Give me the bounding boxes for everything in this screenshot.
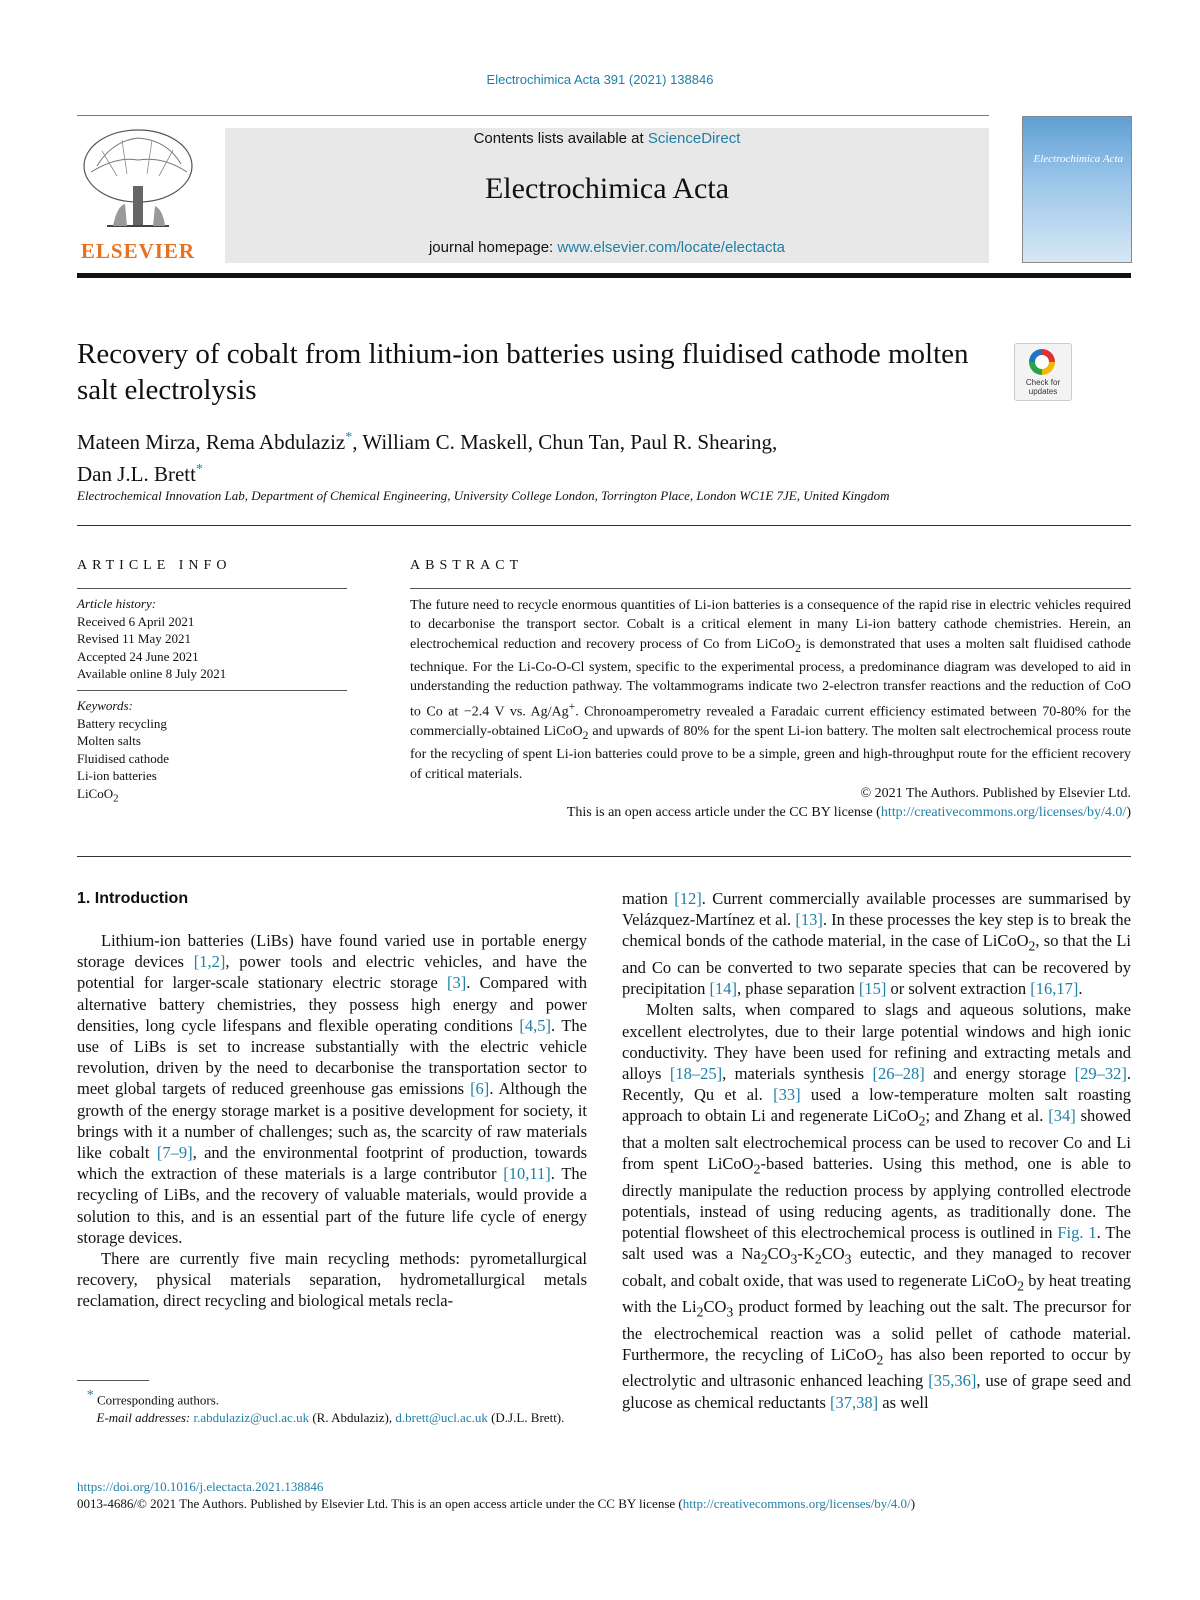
text-run: . Although the growth of the energy storage market is a positive development for society, it brings with it a number of challenges; such as, the scarcity of raw materials like cobalt bbox=[77, 1079, 587, 1163]
header-thick-rule bbox=[77, 273, 1131, 278]
journal-homepage-link[interactable]: www.elsevier.com/locate/electacta bbox=[557, 239, 786, 256]
email-link[interactable]: d.brett@ucl.ac.uk bbox=[395, 1409, 488, 1425]
subscript: 2 bbox=[814, 1251, 822, 1267]
citation-link[interactable]: [1,2] bbox=[193, 952, 226, 972]
paragraph: There are currently five main recycling methods: pyrometallurgical recovery, physical materials separation, hydrometallurgical metals reclamation, direct recycling and biological metals recla- bbox=[77, 1249, 587, 1311]
keyword: Fluidised cathode bbox=[77, 750, 170, 766]
citation-link[interactable]: [26–28] bbox=[872, 1063, 925, 1083]
journal-cover-image bbox=[1022, 116, 1132, 263]
journal-name: Electrochimica Acta bbox=[484, 172, 730, 205]
corresponding-mark: * bbox=[86, 1388, 94, 1403]
subscript: 2 bbox=[696, 1304, 704, 1320]
citation-link[interactable]: [14] bbox=[709, 979, 738, 999]
text-run: and energy storage bbox=[924, 1063, 1075, 1083]
text-run: CO bbox=[703, 1297, 727, 1317]
text-run: Lithium-ion batteries (LiBs) have found varied use in portable energy storage devices bbox=[77, 931, 587, 972]
subscript: 2 bbox=[760, 1251, 768, 1267]
revised-date: Revised 11 May 2021 bbox=[77, 631, 191, 646]
corresponding-mark[interactable]: * bbox=[345, 430, 353, 445]
citation-link[interactable]: [3] bbox=[447, 973, 467, 993]
subscript: 3 bbox=[790, 1251, 798, 1267]
citation-link[interactable]: [15] bbox=[858, 979, 887, 999]
text-run: ; and Zhang et al. bbox=[925, 1106, 1049, 1126]
paragraph bbox=[622, 888, 1131, 999]
text-run: , materials synthesis bbox=[722, 1063, 873, 1083]
text-run: , and the environmental footprint of production, towards which the extraction of these materials is a large contributor bbox=[77, 1143, 587, 1184]
text-run: . The salt used was a Na bbox=[622, 1222, 1131, 1264]
keyword bbox=[77, 785, 347, 808]
check-updates-icon bbox=[1029, 349, 1055, 375]
history-label: Article history: bbox=[77, 596, 157, 611]
text-run: or solvent extraction bbox=[886, 979, 1031, 999]
divider bbox=[77, 588, 347, 589]
text-run: . Current commercially available processes are summarised by Velázquez-Martínez et al. bbox=[622, 889, 1132, 930]
email-note: E-mail addresses: r.abdulaziz@ucl.ac.uk (R. Abdulaziz), d.brett@ucl.ac.uk (D.J.L. Brett). bbox=[96, 1409, 565, 1425]
contents-label: Contents lists available at bbox=[473, 130, 648, 147]
subscript: 3 bbox=[726, 1304, 734, 1320]
citation-link[interactable]: Fig. 1 bbox=[1057, 1222, 1097, 1242]
homepage-label: journal homepage: bbox=[428, 239, 558, 256]
text-run: . In these processes the key step is to break the chemical bonds of the cathode material, in the case of LiCoO bbox=[622, 910, 1131, 951]
subscript: 2 bbox=[113, 792, 119, 805]
text-run: used a low-temperature molten salt roasting approach to obtain Li and regenerate LiCoO bbox=[622, 1085, 1132, 1126]
accepted-date: Accepted 24 June 2021 bbox=[77, 648, 199, 664]
citation-link[interactable]: [34] bbox=[1048, 1106, 1076, 1126]
publisher-name: ELSEVIER bbox=[80, 239, 196, 263]
divider bbox=[77, 690, 347, 691]
divider bbox=[77, 525, 1131, 526]
text-run: , so that the Li and Co can be converted to two separate species that can be recovered by precipitation bbox=[622, 931, 1131, 999]
top-rule bbox=[77, 115, 989, 116]
text-run: Molten salts, when compared to slags and aqueous solutions, make excellent electrolytes, due to their large potential windows and high ionic conductivity. They have been used for refining and extracting metals and alloys bbox=[622, 1000, 1131, 1083]
text-run: CO bbox=[767, 1244, 791, 1264]
text-run: , phase separation bbox=[737, 979, 859, 999]
authors-part-b: , William C. Maskell, Chun Tan, Paul R. Shearing, bbox=[352, 430, 778, 454]
online-date: Available online 8 July 2021 bbox=[77, 666, 227, 681]
citation-link[interactable]: [13] bbox=[795, 910, 823, 930]
license-line: This is an open access article under the CC BY license (http://creativecommons.org/licenses/by/4.0/) bbox=[566, 805, 1131, 821]
citation-link[interactable]: [16,17] bbox=[1030, 979, 1079, 999]
keyword-text: LiCoO bbox=[77, 785, 114, 801]
contents-line bbox=[225, 130, 989, 147]
citation-link[interactable]: [10,11] bbox=[503, 1164, 551, 1184]
keyword: Battery recycling bbox=[77, 715, 167, 731]
keywords-block bbox=[77, 697, 347, 808]
license-link[interactable]: http://creativecommons.org/licenses/by/4.0/ bbox=[880, 805, 1127, 821]
text-run: . bbox=[1078, 979, 1083, 999]
divider bbox=[410, 588, 1131, 589]
subscript: 2 bbox=[876, 1352, 884, 1368]
tree-icon bbox=[77, 126, 199, 236]
authors-part-a: Mateen Mirza, Rema Abdulaziz bbox=[77, 430, 346, 454]
text-run: product formed by leaching out the salt. The precursor for the electrochemical reaction was a solid pellet of cathode material. Furthermore, the recycling of LiCoO bbox=[622, 1297, 1132, 1364]
sciencedirect-link[interactable]: ScienceDirect bbox=[647, 130, 741, 147]
text-run: showed that a molten salt electrochemical process can be used to recover Co and Li from spent LiCoO bbox=[622, 1106, 1131, 1174]
affiliation: Electrochemical Innovation Lab, Department of Chemical Engineering, University College London, Torrington Place, London WC1E 7JE, United Kingdom bbox=[77, 488, 890, 503]
citation-link[interactable]: [7–9] bbox=[156, 1143, 193, 1163]
keyword: Li-ion batteries bbox=[77, 768, 157, 783]
text-run: , use of grape seed and glucose as chemical reductants bbox=[622, 1371, 1131, 1412]
footer-license-line: 0013-4686/© 2021 The Authors. Published by Elsevier Ltd. This is an open access article under the CC BY license (http://creativecommons.org/licenses/by/4.0/) bbox=[77, 1496, 916, 1511]
section-heading-introduction: 1. Introduction bbox=[77, 890, 189, 907]
abstract-heading: ABSTRACT bbox=[410, 558, 524, 573]
citation-link[interactable]: [18–25] bbox=[669, 1063, 723, 1083]
text-run: by heat treating with the Li bbox=[622, 1270, 1131, 1317]
text-run: -K bbox=[797, 1244, 815, 1264]
footnote bbox=[77, 1387, 587, 1426]
citation-link[interactable]: [35,36] bbox=[928, 1371, 977, 1391]
corresponding-mark[interactable]: * bbox=[195, 462, 203, 477]
journal-banner bbox=[225, 128, 989, 263]
paragraph bbox=[77, 930, 587, 1248]
text-run: , power tools and electric vehicles, and have the potential for larger-scale stationary electric storage bbox=[77, 952, 587, 993]
footnote-rule bbox=[77, 1380, 149, 1381]
text-run: . The use of LiBs is set to increase substantially with the electric vehicle revolution, driven by the need to decarbonise the transportation sector to meet global targets of reduced greenhouse gas emissions bbox=[77, 1015, 587, 1099]
divider bbox=[77, 856, 1131, 857]
text-run: -based batteries. Using this method, one is able to directly manipulate the reduction process by applying controlled electrode potentials, instead of using reducing agents, as traditionally done. The potential flowsheet of this electrochemical process is outlined in bbox=[622, 1154, 1131, 1242]
article-info-heading: ARTICLE INFO bbox=[77, 558, 232, 573]
citation-link[interactable]: [4,5] bbox=[519, 1015, 551, 1035]
elsevier-logo bbox=[77, 126, 199, 264]
subscript: 3 bbox=[844, 1251, 852, 1267]
check-for-updates-button[interactable] bbox=[1014, 343, 1072, 401]
doi-link[interactable]: https://doi.org/10.1016/j.electacta.2021.138846 bbox=[77, 1479, 324, 1494]
abstract-body bbox=[410, 596, 1131, 823]
body-column-left bbox=[77, 930, 587, 1312]
article-history bbox=[77, 595, 347, 683]
license-link[interactable]: http://creativecommons.org/licenses/by/4.0/ bbox=[682, 1496, 911, 1511]
text-run: as well bbox=[878, 1392, 929, 1412]
citation-link[interactable]: [33] bbox=[773, 1085, 801, 1105]
abstract-text: The future need to recycle enormous quantities of Li-ion batteries is a consequence of the rapid rise in electric vehicles required to decarbonise the transport sector. Cobalt is a critical element in many Li-ion battery cathode chemistries. Herein, an electrochemical reduction and recovery process of Co from LiCoO$_2$ is demonstrated that uses a molten salt fluidised cathode technique. For the Li-Co-O-Cl system, specific to the experimental process, a predominance diagram was developed to aid in understanding the reduction pathway. The voltammograms indicate two 2-electron transfer reactions and the reduction of CoO to Co at −2.4 V vs. Ag/Ag+. Chronoamperometry revealed a Faradaic current efficiency estimated between 70-80% for the commercially-obtained LiCoO$_2$ and upwards of 80% for the spent Li-ion battery. The molten salt electrochemical process route for the recycling of spent Li-ion batteries could prove to be a simple, green and high-throughput route for the efficient recovery of critical materials. bbox=[410, 598, 1131, 782]
text-run: mation bbox=[622, 889, 675, 908]
subscript: 2 bbox=[753, 1161, 761, 1177]
author-list bbox=[77, 424, 977, 488]
paragraph bbox=[622, 999, 1131, 1412]
page-footer bbox=[77, 1478, 1131, 1512]
text-run: . Recently, Qu et al. bbox=[622, 1063, 1131, 1105]
citation-link[interactable]: [6] bbox=[470, 1079, 490, 1099]
subscript: 2 bbox=[918, 1113, 926, 1129]
journal-reference-link[interactable]: Electrochimica Acta 391 (2021) 138846 bbox=[486, 72, 714, 87]
text-run: . The recycling of LiBs, and the recovery of valuable materials, would provide a solution to this, and is an essential part of the future life cycle of energy storage devices. bbox=[77, 1164, 587, 1247]
cover-title: Electrochimica Acta bbox=[1033, 153, 1123, 165]
received-date: Received 6 April 2021 bbox=[77, 613, 195, 629]
copyright-line: © 2021 The Authors. Published by Elsevier Ltd. bbox=[860, 785, 1131, 801]
citation-link[interactable]: [12] bbox=[674, 889, 702, 908]
subscript: 2 bbox=[1028, 938, 1036, 954]
authors-part-c: Dan J.L. Brett bbox=[77, 462, 196, 486]
keyword: Molten salts bbox=[77, 733, 141, 748]
text-run: . Compared with alternative battery chemistries, they possess high energy and power densities, long cycle lifespans and flexible operating conditions bbox=[77, 973, 587, 1035]
email-link[interactable]: r.abdulaziz@ucl.ac.uk bbox=[193, 1409, 310, 1425]
body-column-right bbox=[622, 888, 1131, 1413]
citation-link[interactable]: [37,38] bbox=[830, 1392, 879, 1412]
keywords-label: Keywords: bbox=[77, 698, 133, 713]
corresponding-note: * Corresponding authors. bbox=[86, 1388, 220, 1408]
text-run: eutectic, and they managed to recover cobalt, and cobalt oxide, that was used to regenerate LiCoO bbox=[622, 1244, 1131, 1290]
text-run: has also been reported to occur by electrolytic and ultrasonic enhanced leaching bbox=[622, 1344, 1131, 1391]
article-title: Recovery of cobalt from lithium-ion batteries using fluidised cathode molten salt electrolysis bbox=[77, 338, 969, 406]
subscript: 2 bbox=[1017, 1277, 1025, 1293]
homepage-line bbox=[225, 239, 989, 256]
citation-link[interactable]: [29–32] bbox=[1074, 1063, 1127, 1083]
check-updates-label: Check for updates bbox=[1025, 378, 1061, 396]
text-run: CO bbox=[821, 1244, 845, 1264]
